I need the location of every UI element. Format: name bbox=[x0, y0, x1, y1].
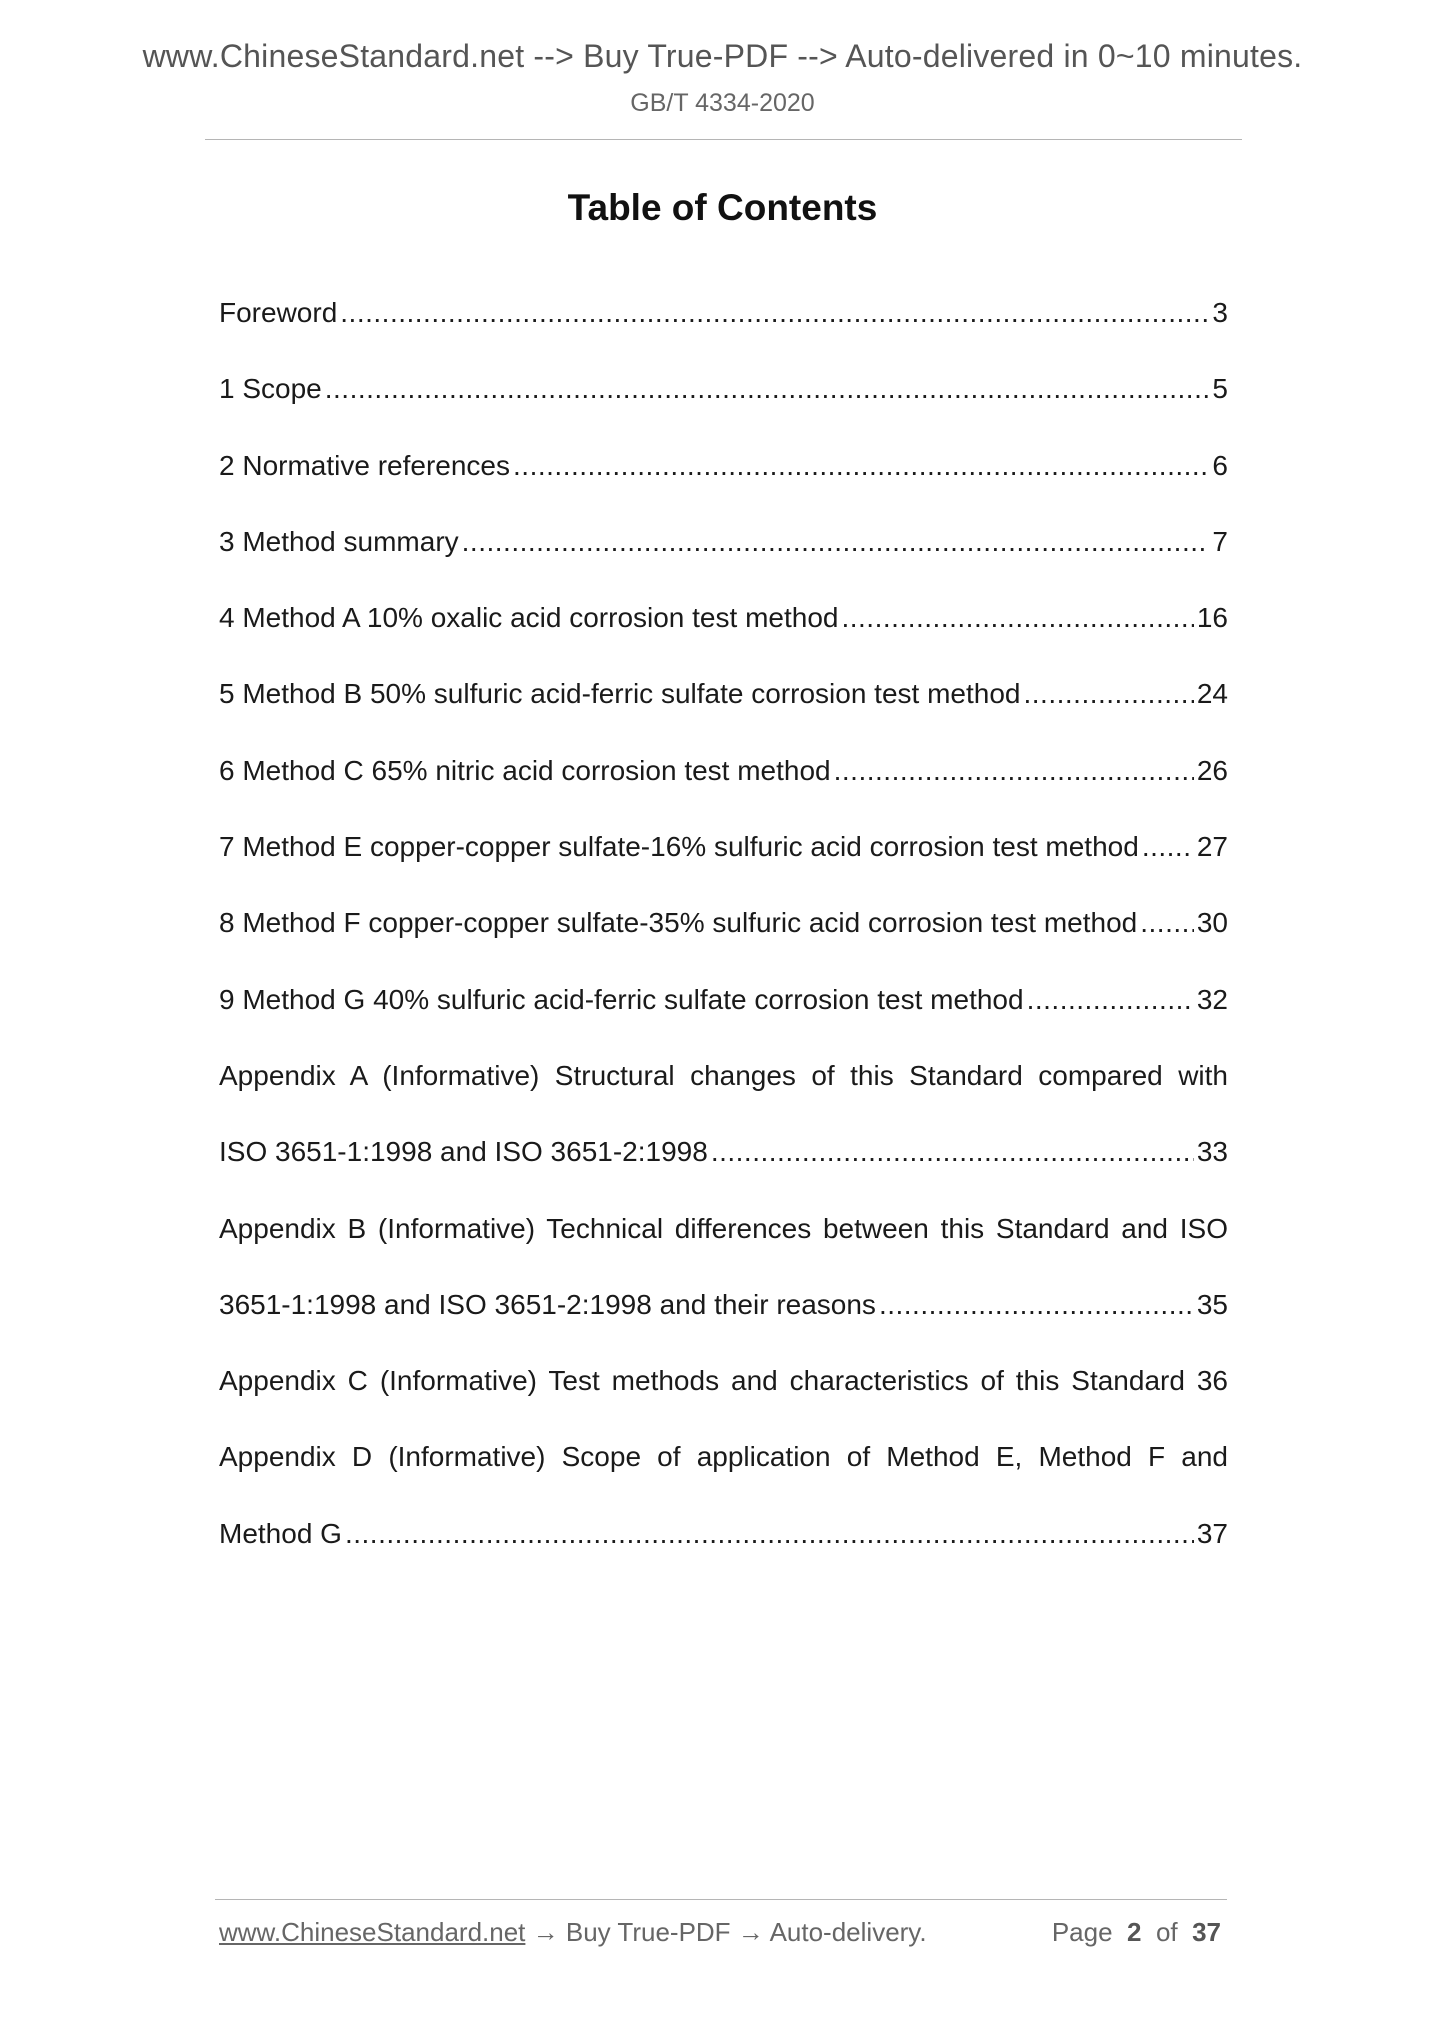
toc-entry-method-c[interactable] bbox=[219, 754, 1228, 830]
toc-entry-page: 37 bbox=[1196, 1517, 1228, 1549]
dot-leader bbox=[1023, 677, 1193, 711]
toc-entry-title: Method G bbox=[219, 1517, 342, 1549]
toc-entry-title: 3 Method summary bbox=[219, 525, 459, 557]
toc-entry-title: 1 Scope bbox=[219, 373, 322, 405]
toc-entry-title: 4 Method A 10% oxalic acid corrosion test method bbox=[219, 602, 839, 634]
toc-entry-method-g[interactable] bbox=[219, 983, 1228, 1059]
toc-entry-page: 5 bbox=[1212, 373, 1228, 405]
footer-site-link[interactable]: www.ChineseStandard.net bbox=[219, 1917, 526, 1947]
toc-entry-method-a[interactable] bbox=[219, 601, 1228, 677]
table-of-contents bbox=[219, 296, 1228, 1593]
toc-entry-title: ISO 3651-1:1998 and ISO 3651-2:1998 bbox=[219, 1136, 708, 1168]
toc-entry-page: 7 bbox=[1212, 525, 1228, 557]
toc-entry-normative-references[interactable] bbox=[219, 449, 1228, 525]
toc-entry-page: 30 bbox=[1196, 907, 1228, 939]
toc-entry-appendix-d[interactable]: Appendix D (Informative) Scope of application of Method E, Method F and bbox=[219, 1441, 1228, 1473]
toc-entry-page: 24 bbox=[1196, 678, 1228, 710]
footer-tagline: → Buy True-PDF → Auto-delivery. bbox=[525, 1917, 927, 1947]
dot-leader bbox=[711, 1135, 1194, 1169]
toc-entry-method-summary[interactable] bbox=[219, 525, 1228, 601]
dot-leader bbox=[340, 296, 1209, 330]
toc-entry-title: 3651-1:1998 and ISO 3651-2:1998 and their reasons bbox=[219, 1288, 876, 1320]
page-total: 37 bbox=[1192, 1917, 1221, 1947]
toc-entry-title: 8 Method F copper-copper sulfate-35% sulfuric acid corrosion test method bbox=[219, 907, 1138, 939]
toc-entry-title: 9 Method G 40% sulfuric acid-ferric sulfate corrosion test method bbox=[219, 983, 1024, 1015]
toc-entry-title: 2 Normative references bbox=[219, 449, 511, 481]
of-word: of bbox=[1155, 1917, 1178, 1947]
dot-leader bbox=[879, 1288, 1194, 1322]
toc-entry-page: 3 bbox=[1212, 297, 1228, 328]
toc-entry-page: 26 bbox=[1196, 754, 1228, 786]
dot-leader bbox=[1027, 983, 1194, 1017]
dot-leader bbox=[834, 754, 1194, 788]
toc-entry-appendix-a[interactable]: Appendix A (Informative) Structural changes of this Standard compared with bbox=[219, 1059, 1228, 1091]
toc-entry-title: 7 Method E copper-copper sulfate-16% sulfuric acid corrosion test method bbox=[219, 831, 1139, 863]
toc-entry-page: 27 bbox=[1196, 831, 1228, 863]
page-word: Page bbox=[1051, 1917, 1113, 1947]
page-indicator bbox=[1052, 1917, 1221, 1948]
toc-entry-title: Foreword bbox=[219, 297, 338, 328]
toc-entry-appendix-a-cont[interactable] bbox=[219, 1135, 1228, 1211]
dot-leader bbox=[1142, 830, 1194, 864]
toc-entry-appendix-c[interactable]: Appendix C (Informative) Test methods and characteristics of this Standard 36 bbox=[219, 1365, 1228, 1397]
footer-left bbox=[219, 1917, 927, 1948]
toc-entry-method-e[interactable] bbox=[219, 830, 1228, 906]
toc-title: Table of Contents bbox=[567, 187, 878, 228]
footer-divider bbox=[215, 1899, 1227, 1900]
toc-entry-page: 6 bbox=[1212, 449, 1228, 481]
toc-entry-page: 33 bbox=[1196, 1136, 1228, 1168]
dot-leader bbox=[513, 449, 1209, 483]
toc-entry-method-b[interactable] bbox=[219, 677, 1228, 753]
toc-entry-appendix-d-cont[interactable] bbox=[219, 1517, 1228, 1593]
toc-entry-page: 32 bbox=[1196, 983, 1228, 1015]
dot-leader bbox=[462, 525, 1210, 559]
toc-entry-appendix-b-cont[interactable] bbox=[219, 1288, 1228, 1364]
dot-leader bbox=[325, 372, 1210, 406]
toc-entry-title: 6 Method C 65% nitric acid corrosion test method bbox=[219, 754, 831, 786]
document-code: GB/T 4334-2020 bbox=[630, 89, 815, 117]
toc-entry-method-f[interactable] bbox=[219, 906, 1228, 982]
page-footer bbox=[219, 1917, 1227, 1957]
toc-entry-page: 35 bbox=[1196, 1288, 1228, 1320]
page-current: 2 bbox=[1127, 1917, 1142, 1947]
toc-entry-page: 16 bbox=[1196, 602, 1228, 634]
dot-leader bbox=[345, 1517, 1194, 1551]
site-banner: www.ChineseStandard.net --> Buy True-PDF --> Auto-delivered in 0~10 minutes. bbox=[142, 38, 1303, 74]
dot-leader bbox=[1140, 906, 1194, 940]
toc-entry-appendix-b[interactable]: Appendix B (Informative) Technical differences between this Standard and ISO bbox=[219, 1212, 1228, 1244]
toc-entry-foreword[interactable] bbox=[219, 296, 1228, 372]
toc-entry-scope[interactable] bbox=[219, 372, 1228, 448]
dot-leader bbox=[841, 601, 1193, 635]
header-divider bbox=[205, 139, 1242, 140]
toc-entry-title: 5 Method B 50% sulfuric acid-ferric sulfate corrosion test method bbox=[219, 678, 1021, 710]
